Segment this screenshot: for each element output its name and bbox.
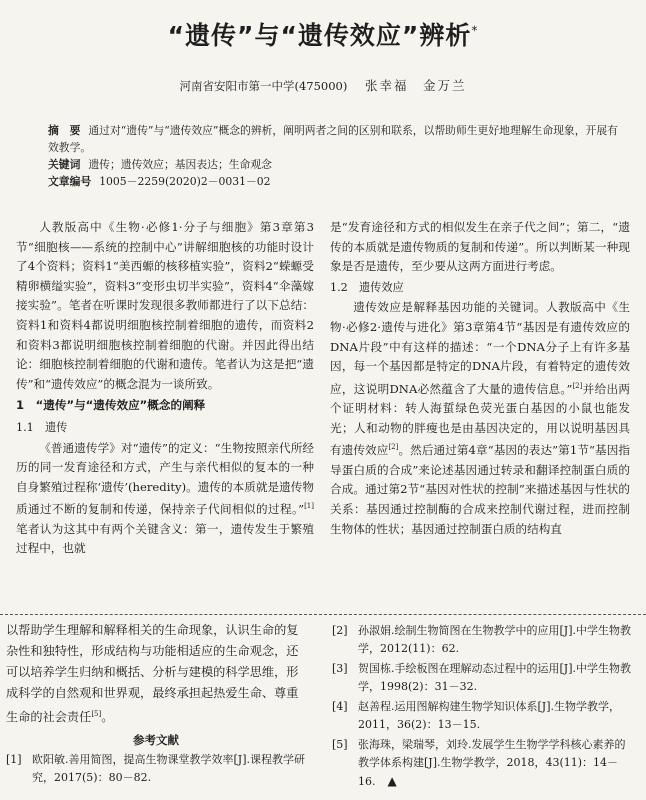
reference-text-body: 张海珠，梁瑞琴，刘玲.发展学生生物学学科核心素养的教学体系构建[J].生物学教学，2018，43(11)：14－16. — [358, 738, 626, 788]
article-title — [0, 16, 646, 52]
references-heading: 参考文献 — [133, 733, 179, 748]
reference-text: 孙淑娟.绘制生物简图在生物教学中的应用[J].中学生物教学，2012(11)：62. — [358, 624, 631, 655]
heredity-definition-text: 《普通遗传学》对“遗传”的定义：“生物按照亲代所经历的同一发育途径和方式，产生与亲代相似的复本的一种自身繁殖过程称‘遗传’(heredity)。遗传的本质就是遗传物质通过不断的复制和传递，保持亲子代间相似的过程。” — [16, 440, 314, 517]
genetic-effect-mid: 并给出两个证明材料：转人海蜇绿色荧光蛋白基因的小鼠也能发光；人和动物的胖瘦也是由基因决定的，用以说明基因具有遗传效应 — [330, 381, 630, 458]
intro-paragraph: 人教版高中《生物·必修1·分子与细胞》第3章第3节“细胞核——系统的控制中心”讲解细胞核的功能时设计了4个资料；资料1“美西螈的核移植实验”，资料2“蝾螈受精卵横缢实验”，资料3“变形虫切半实验”，资料4“伞藻嫁接实验”。笔者在听课时发现很多教师都进行了以下总结：资料1和资料4都说明细胞核控制着细胞的遗传，而资料2和资料3都说明细胞核控制着细胞的代谢。并因此得出结论：细胞核控制着细胞的代谢和遗传。笔者认为这是把“遗传”和“遗传效应”的概念混为一谈所致。 — [16, 220, 314, 391]
reference-item — [332, 736, 632, 791]
reference-text: 贺国栋.手绘板图在理解动态过程中的运用[J].中学生物教学，1998(2)：31－32. — [358, 662, 631, 693]
reference-item — [6, 751, 306, 787]
citation-2a: [2] — [572, 381, 583, 390]
reference-number: [1] — [6, 753, 22, 767]
reference-text: 欧阳敏.善用简图，提高生物课堂教学效率[J].课程教学研究，2017(5)：80－82. — [32, 753, 305, 785]
section-1-1-heading: 1.1 遗传 — [16, 420, 68, 434]
bottom-right-references — [332, 622, 632, 793]
section-1-2-heading: 1.2 遗传效应 — [330, 280, 404, 294]
keywords-label: 关键词 — [48, 158, 81, 171]
right-column — [330, 218, 630, 539]
reference-item — [332, 660, 632, 696]
article-number-label: 文章编号 — [48, 175, 92, 188]
previous-article-end: 。 — [101, 710, 114, 725]
bottom-left-block — [6, 620, 306, 787]
heredity-definition-paragraph — [16, 439, 314, 559]
reference-number: [5] — [332, 738, 348, 751]
abstract-text: 通过对“遗传”与“遗传效应”概念的辨析，阐明两者之间的区别和联系，以帮助师生更好地理解生命现象，开展有效教学。 — [48, 124, 618, 154]
citation-1: [1] — [304, 502, 314, 511]
previous-article-text: 以帮助学生理解和解释相关的生命现象，认识生命的复杂性和独特性，形成结构与功能相适应的生命观念，还可以培养学生归纳和概括、分析与建模的科学思维，形成科学的自然观和世界观，最终承担起热爱生命、尊重生命的社会责任 — [6, 623, 299, 725]
reference-item — [332, 698, 632, 734]
keywords — [48, 156, 618, 173]
genetic-effect-paragraph — [330, 298, 630, 539]
keywords-text: 遗传；遗传效应；基因表达；生命观念 — [88, 158, 272, 171]
genetic-effect-tail: 。然后通过第4章“基因的表达”第1节“基因指导蛋白质的合成”来论述基因通过转录和翻译控制蛋白质的合成。通过第2节“基因对性状的控制”来描述基因与性状的关系：基因通过控制酶的合成来控制代谢过程，进而控制生物体的性状；基因通过控制蛋白质的结构直 — [330, 443, 630, 536]
reference-item — [332, 622, 632, 658]
citation-2b: [2] — [388, 443, 399, 452]
reference-number: [2] — [332, 624, 348, 637]
abstract — [48, 122, 618, 156]
affiliation: 河南省安阳市第一中学(475000) — [179, 79, 348, 93]
abstract-label: 摘 要 — [48, 124, 81, 137]
abstract-block — [48, 122, 618, 190]
dashed-divider — [0, 614, 646, 615]
heredity-definition-tail: 笔者认为这其中有两个关键含义：第一，遗传发生于繁殖过程中，也就 — [16, 521, 314, 556]
article-title-text: “遗传”与“遗传效应”辨析 — [167, 21, 472, 50]
byline — [0, 76, 646, 94]
left-column — [16, 218, 314, 559]
reference-number: [3] — [332, 662, 348, 675]
continuation-paragraph: 是“发育途径和方式的相似发生在亲子代之间”；第二，“遗传的本质就是遗传物质的复制和传递”。所以判断某一种现象是否是遗传，至少要从这两方面进行考虑。 — [330, 220, 630, 274]
end-of-article-icon: ▲ — [387, 774, 397, 788]
authors: 张幸福 金万兰 — [365, 78, 467, 93]
reference-number: [4] — [332, 700, 348, 713]
previous-article-ending — [6, 620, 306, 728]
reference-text — [358, 736, 632, 791]
title-footnote-mark: * — [471, 23, 479, 38]
article-number-text: 1005－2259(2020)2－0031－02 — [99, 175, 271, 188]
genetic-effect-text: 遗传效应是解释基因功能的关键词。人教版高中《生物·必修2·遗传与进化》第3章第4节“基因是有遗传效应的DNA片段”中有这样的描述：“一个DNA分子上有许多基因，每一个基因都是特定的DNA片段，有着特定的遗传效应，这说明DNA必然蕴含了大量的遗传信息。” — [330, 300, 630, 396]
section-1-heading: 1 “遗传”与“遗传效应”概念的阐释 — [16, 398, 206, 413]
citation-5: [5] — [91, 710, 102, 718]
reference-text: 赵善程.运用图解构建生物学知识体系[J].生物学教学，2011，36(2)：13－15. — [358, 700, 620, 731]
article-number — [48, 173, 618, 190]
